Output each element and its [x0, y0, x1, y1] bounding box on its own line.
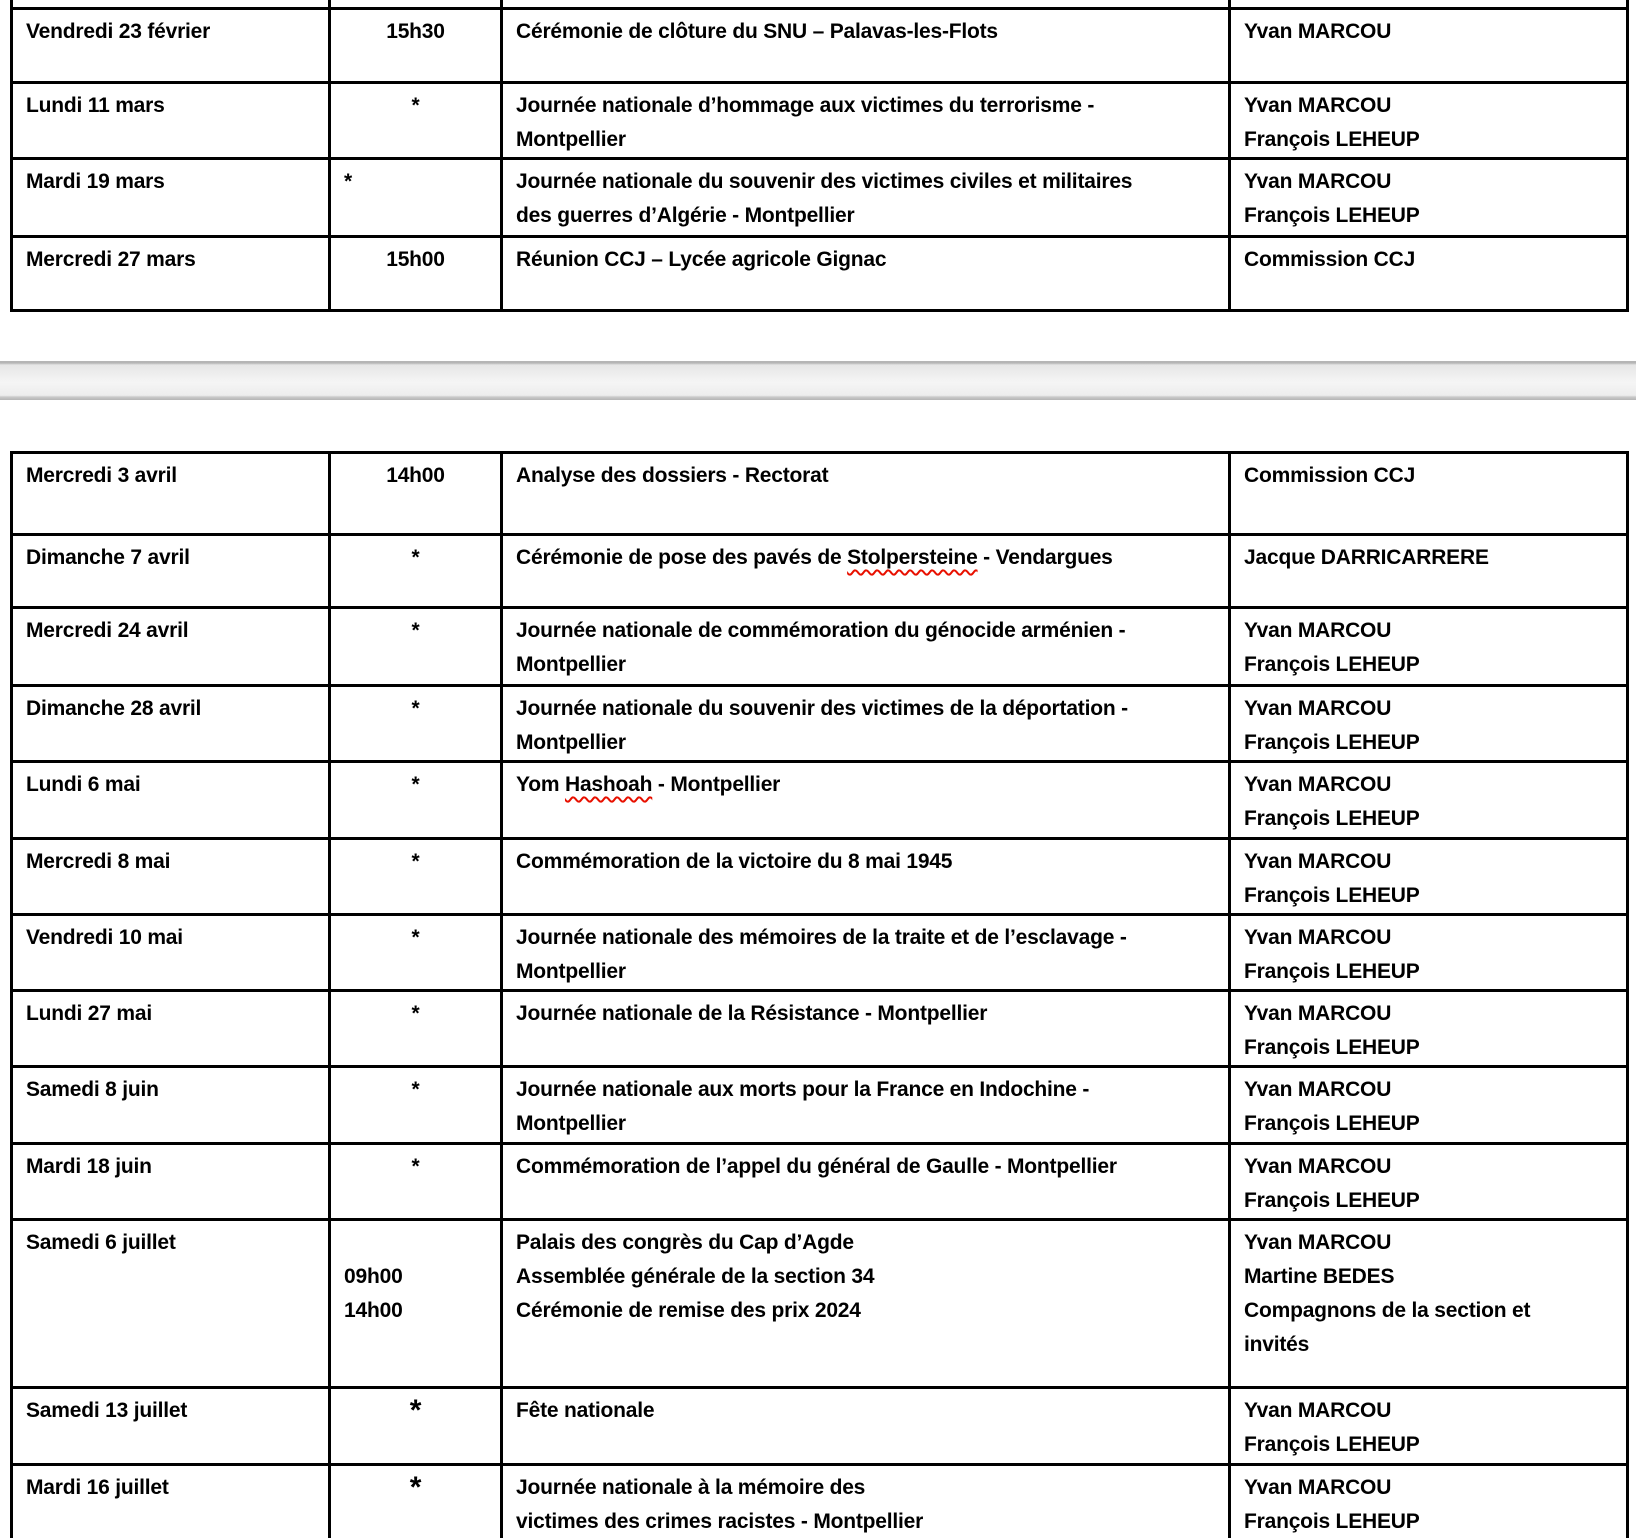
attendees-cell — [1230, 762, 1628, 839]
event-cell — [502, 608, 1230, 686]
asterisk-marker: * — [411, 1078, 420, 1101]
attendee-name: Yvan MARCOU — [1244, 926, 1392, 949]
event-text: Yom — [516, 773, 565, 796]
event-line — [516, 614, 1215, 648]
table-row — [12, 1067, 1628, 1144]
attendee-name: Yvan MARCOU — [1244, 1476, 1392, 1499]
attendees-cell — [1230, 9, 1628, 83]
time-text: 09h00 — [344, 1265, 403, 1288]
event-text: - Montpellier — [652, 773, 781, 796]
event-text: Journée nationale des mémoires de la traite et de l’esclavage - — [516, 926, 1127, 949]
asterisk-marker: * — [411, 926, 420, 949]
table-row — [12, 9, 1628, 83]
time-cell — [330, 1465, 502, 1538]
event-text: Cérémonie de remise des prix 2024 — [516, 1299, 861, 1322]
attendee-name: invités — [1244, 1333, 1310, 1356]
event-text: Cérémonie de pose des pavés de — [516, 546, 848, 569]
event-line — [516, 1505, 1215, 1538]
date-text: Mercredi 3 avril — [26, 464, 177, 487]
attendee-name: Yvan MARCOU — [1244, 170, 1392, 193]
event-text: Journée nationale de commémoration du génocide arménien - — [516, 619, 1126, 642]
attendee-name: Yvan MARCOU — [1244, 1399, 1392, 1422]
attendee-name: François LEHEUP — [1244, 204, 1420, 227]
asterisk-marker: * — [411, 850, 420, 873]
attendee-name: Yvan MARCOU — [1244, 773, 1392, 796]
event-text: Montpellier — [516, 960, 626, 983]
event-line — [516, 768, 1215, 802]
event-cell — [502, 1388, 1230, 1465]
attendees-cell — [1230, 535, 1628, 608]
event-line — [516, 199, 1215, 233]
event-line — [516, 921, 1215, 955]
event-cell — [502, 237, 1230, 311]
attendees-cell — [1230, 1220, 1628, 1388]
event-line — [516, 648, 1215, 682]
attendee-name: François LEHEUP — [1244, 1433, 1420, 1456]
attendee-name: Yvan MARCOU — [1244, 1155, 1392, 1178]
attendee-name: François LEHEUP — [1244, 1189, 1420, 1212]
attendee-name: Yvan MARCOU — [1244, 1002, 1392, 1025]
date-text: Vendredi 10 mai — [26, 926, 183, 949]
table-row — [12, 453, 1628, 535]
time-text: 15h30 — [386, 20, 445, 43]
attendee-name: François LEHEUP — [1244, 1036, 1420, 1059]
event-line — [516, 845, 1215, 879]
time-cell — [330, 1067, 502, 1144]
attendee-name: François LEHEUP — [1244, 128, 1420, 151]
table-row — [12, 608, 1628, 686]
date-text: Mercredi 8 mai — [26, 850, 171, 873]
event-line — [516, 955, 1215, 989]
event-cell — [502, 159, 1230, 237]
asterisk-marker: * — [411, 94, 420, 117]
date-text: Mercredi 24 avril — [26, 619, 189, 642]
attendee-name: Compagnons de la section et — [1244, 1299, 1531, 1322]
event-text: Analyse des dossiers - Rectorat — [516, 464, 829, 487]
attendee-name: Yvan MARCOU — [1244, 619, 1392, 642]
event-line — [516, 89, 1215, 123]
date-text: Samedi 6 juillet — [26, 1231, 176, 1254]
event-text: Montpellier — [516, 731, 626, 754]
event-line — [516, 15, 1215, 49]
attendees-cell — [1230, 991, 1628, 1067]
time-text: 15h00 — [386, 248, 445, 271]
event-cell — [502, 83, 1230, 159]
event-line — [516, 1150, 1215, 1184]
date-cell — [12, 535, 330, 608]
event-cell — [502, 762, 1230, 839]
attendees-cell — [1230, 915, 1628, 991]
event-cell — [502, 1220, 1230, 1388]
time-cell — [330, 1220, 502, 1388]
date-text: Samedi 13 juillet — [26, 1399, 188, 1422]
date-text: Mardi 19 mars — [26, 170, 165, 193]
attendee-name: Yvan MARCOU — [1244, 1078, 1392, 1101]
asterisk-marker: * — [411, 619, 420, 642]
time-cell — [330, 608, 502, 686]
event-cell — [502, 991, 1230, 1067]
clipped-cell — [1230, 0, 1628, 9]
attendee-name: François LEHEUP — [1244, 884, 1420, 907]
date-cell — [12, 1220, 330, 1388]
event-line — [516, 541, 1215, 575]
asterisk-marker: * — [411, 1155, 420, 1178]
attendee-name: François LEHEUP — [1244, 807, 1420, 830]
date-text: Lundi 11 mars — [26, 94, 165, 117]
event-cell — [502, 535, 1230, 608]
attendees-cell — [1230, 83, 1628, 159]
table-row — [12, 1388, 1628, 1465]
events-table-section-top — [10, 0, 1629, 312]
time-cell — [330, 1388, 502, 1465]
event-text: Cérémonie de clôture du SNU – Palavas-les-Flots — [516, 20, 998, 43]
event-text: Montpellier — [516, 653, 626, 676]
event-text: Journée nationale de la Résistance - Montpellier — [516, 1002, 988, 1025]
events-table-section-bottom — [10, 451, 1629, 1538]
attendees-cell — [1230, 608, 1628, 686]
date-text: Mardi 18 juin — [26, 1155, 152, 1178]
event-text: Journée nationale aux morts pour la France en Indochine - — [516, 1078, 1090, 1101]
event-line — [516, 243, 1215, 277]
asterisk-marker: * — [411, 546, 420, 569]
attendee-name: Yvan MARCOU — [1244, 1231, 1392, 1254]
asterisk-marker: * — [411, 773, 420, 796]
date-text: Dimanche 7 avril — [26, 546, 190, 569]
time-cell — [330, 9, 502, 83]
attendees-cell — [1230, 1388, 1628, 1465]
event-text: Montpellier — [516, 1112, 626, 1135]
date-cell — [12, 1144, 330, 1220]
date-text: Mercredi 27 mars — [26, 248, 196, 271]
event-line — [516, 1073, 1215, 1107]
table-row — [12, 762, 1628, 839]
asterisk-marker: * — [409, 1471, 422, 1504]
event-line — [516, 459, 1215, 493]
attendees-cell — [1230, 1465, 1628, 1538]
attendee-name: François LEHEUP — [1244, 1510, 1420, 1533]
date-cell — [12, 839, 330, 915]
event-text: Journée nationale à la mémoire des — [516, 1476, 866, 1499]
date-text: Dimanche 28 avril — [26, 697, 202, 720]
attendees-cell — [1230, 686, 1628, 762]
attendees-cell — [1230, 453, 1628, 535]
attendees-cell — [1230, 1067, 1628, 1144]
misspelled-word: Hashoah — [564, 773, 653, 796]
event-cell — [502, 1067, 1230, 1144]
time-cell — [330, 535, 502, 608]
date-text: Lundi 27 mai — [26, 1002, 152, 1025]
event-line — [516, 1107, 1215, 1141]
date-text: Samedi 8 juin — [26, 1078, 159, 1101]
attendees-cell — [1230, 159, 1628, 237]
time-text — [344, 1226, 487, 1260]
attendee-name: Yvan MARCOU — [1244, 20, 1392, 43]
event-text: Journée nationale du souvenir des victimes de la déportation - — [516, 697, 1128, 720]
time-cell — [330, 686, 502, 762]
date-text: Mardi 16 juillet — [26, 1476, 169, 1499]
event-line — [516, 1394, 1215, 1428]
attendees-cell — [1230, 1144, 1628, 1220]
time-text: 14h00 — [386, 464, 445, 487]
date-cell — [12, 237, 330, 311]
table-row — [12, 991, 1628, 1067]
event-cell — [502, 686, 1230, 762]
event-cell — [502, 9, 1230, 83]
event-line — [516, 1471, 1215, 1505]
time-cell — [330, 991, 502, 1067]
event-text: victimes des crimes racistes - Montpellier — [516, 1510, 924, 1533]
event-line — [516, 1294, 1215, 1328]
attendees-cell — [1230, 839, 1628, 915]
clipped-cell — [330, 0, 502, 9]
attendee-name: François LEHEUP — [1244, 960, 1420, 983]
table-row — [12, 159, 1628, 237]
date-cell — [12, 159, 330, 237]
misspelled-word: Stolpersteine — [847, 546, 978, 569]
date-cell — [12, 1388, 330, 1465]
attendee-name: Martine BEDES — [1244, 1265, 1395, 1288]
event-text: Journée nationale d’hommage aux victimes du terrorisme - — [516, 94, 1095, 117]
attendee-name: François LEHEUP — [1244, 653, 1420, 676]
table-row — [12, 83, 1628, 159]
date-cell — [12, 608, 330, 686]
attendees-cell — [1230, 237, 1628, 311]
event-cell — [502, 839, 1230, 915]
asterisk-marker: * — [411, 1002, 420, 1025]
clipped-row — [12, 0, 1628, 9]
calendar-table — [10, 0, 1629, 312]
event-text: Réunion CCJ – Lycée agricole Gignac — [516, 248, 887, 271]
time-cell — [330, 159, 502, 237]
calendar-table — [10, 451, 1629, 1538]
table-row — [12, 915, 1628, 991]
event-text: Journée nationale du souvenir des victimes civiles et militaires — [516, 170, 1133, 193]
event-text: Fête nationale — [516, 1399, 655, 1422]
attendee-name: François LEHEUP — [1244, 1112, 1420, 1135]
event-line — [516, 123, 1215, 157]
date-cell — [12, 453, 330, 535]
event-line — [516, 1260, 1215, 1294]
attendee-name: François LEHEUP — [1244, 731, 1420, 754]
date-cell — [12, 1465, 330, 1538]
date-cell — [12, 686, 330, 762]
time-cell — [330, 237, 502, 311]
date-text: Lundi 6 mai — [26, 773, 141, 796]
event-text: - Vendargues — [977, 546, 1113, 569]
table-row — [12, 1465, 1628, 1538]
event-line — [516, 726, 1215, 760]
asterisk-marker: * — [411, 697, 420, 720]
event-text: des guerres d’Algérie - Montpellier — [516, 204, 855, 227]
event-line — [516, 1226, 1215, 1260]
event-cell — [502, 1144, 1230, 1220]
attendee-name: Yvan MARCOU — [1244, 94, 1392, 117]
time-cell — [330, 453, 502, 535]
event-line — [516, 692, 1215, 726]
event-text: Montpellier — [516, 128, 626, 151]
clipped-cell — [502, 0, 1230, 9]
table-row — [12, 1220, 1628, 1388]
event-text: Assemblée générale de la section 34 — [516, 1265, 875, 1288]
date-cell — [12, 9, 330, 83]
time-cell — [330, 762, 502, 839]
asterisk-marker: * — [409, 1394, 422, 1427]
time-text: 14h00 — [344, 1299, 403, 1322]
clipped-cell — [12, 0, 330, 9]
table-row — [12, 1144, 1628, 1220]
table-row — [12, 686, 1628, 762]
event-cell — [502, 1465, 1230, 1538]
table-row — [12, 535, 1628, 608]
event-line — [516, 165, 1215, 199]
table-row — [12, 839, 1628, 915]
page-break-divider — [0, 361, 1636, 400]
event-text: Palais des congrès du Cap d’Agde — [516, 1231, 854, 1254]
event-cell — [502, 915, 1230, 991]
date-text: Vendredi 23 février — [26, 20, 211, 43]
asterisk-marker: * — [344, 170, 352, 193]
attendee-name: Commission CCJ — [1244, 464, 1416, 487]
attendee-name: Yvan MARCOU — [1244, 850, 1392, 873]
date-cell — [12, 1067, 330, 1144]
time-cell — [330, 839, 502, 915]
time-cell — [330, 915, 502, 991]
attendee-name: Commission CCJ — [1244, 248, 1416, 271]
event-cell — [502, 453, 1230, 535]
event-text: Commémoration de l’appel du général de Gaulle - Montpellier — [516, 1155, 1117, 1178]
time-cell — [330, 83, 502, 159]
table-row — [12, 237, 1628, 311]
date-cell — [12, 83, 330, 159]
event-text: Commémoration de la victoire du 8 mai 1945 — [516, 850, 953, 873]
date-cell — [12, 991, 330, 1067]
attendee-name: Yvan MARCOU — [1244, 697, 1392, 720]
time-cell — [330, 1144, 502, 1220]
date-cell — [12, 762, 330, 839]
attendee-name: Jacque DARRICARRERE — [1244, 546, 1489, 569]
date-cell — [12, 915, 330, 991]
event-line — [516, 997, 1215, 1031]
